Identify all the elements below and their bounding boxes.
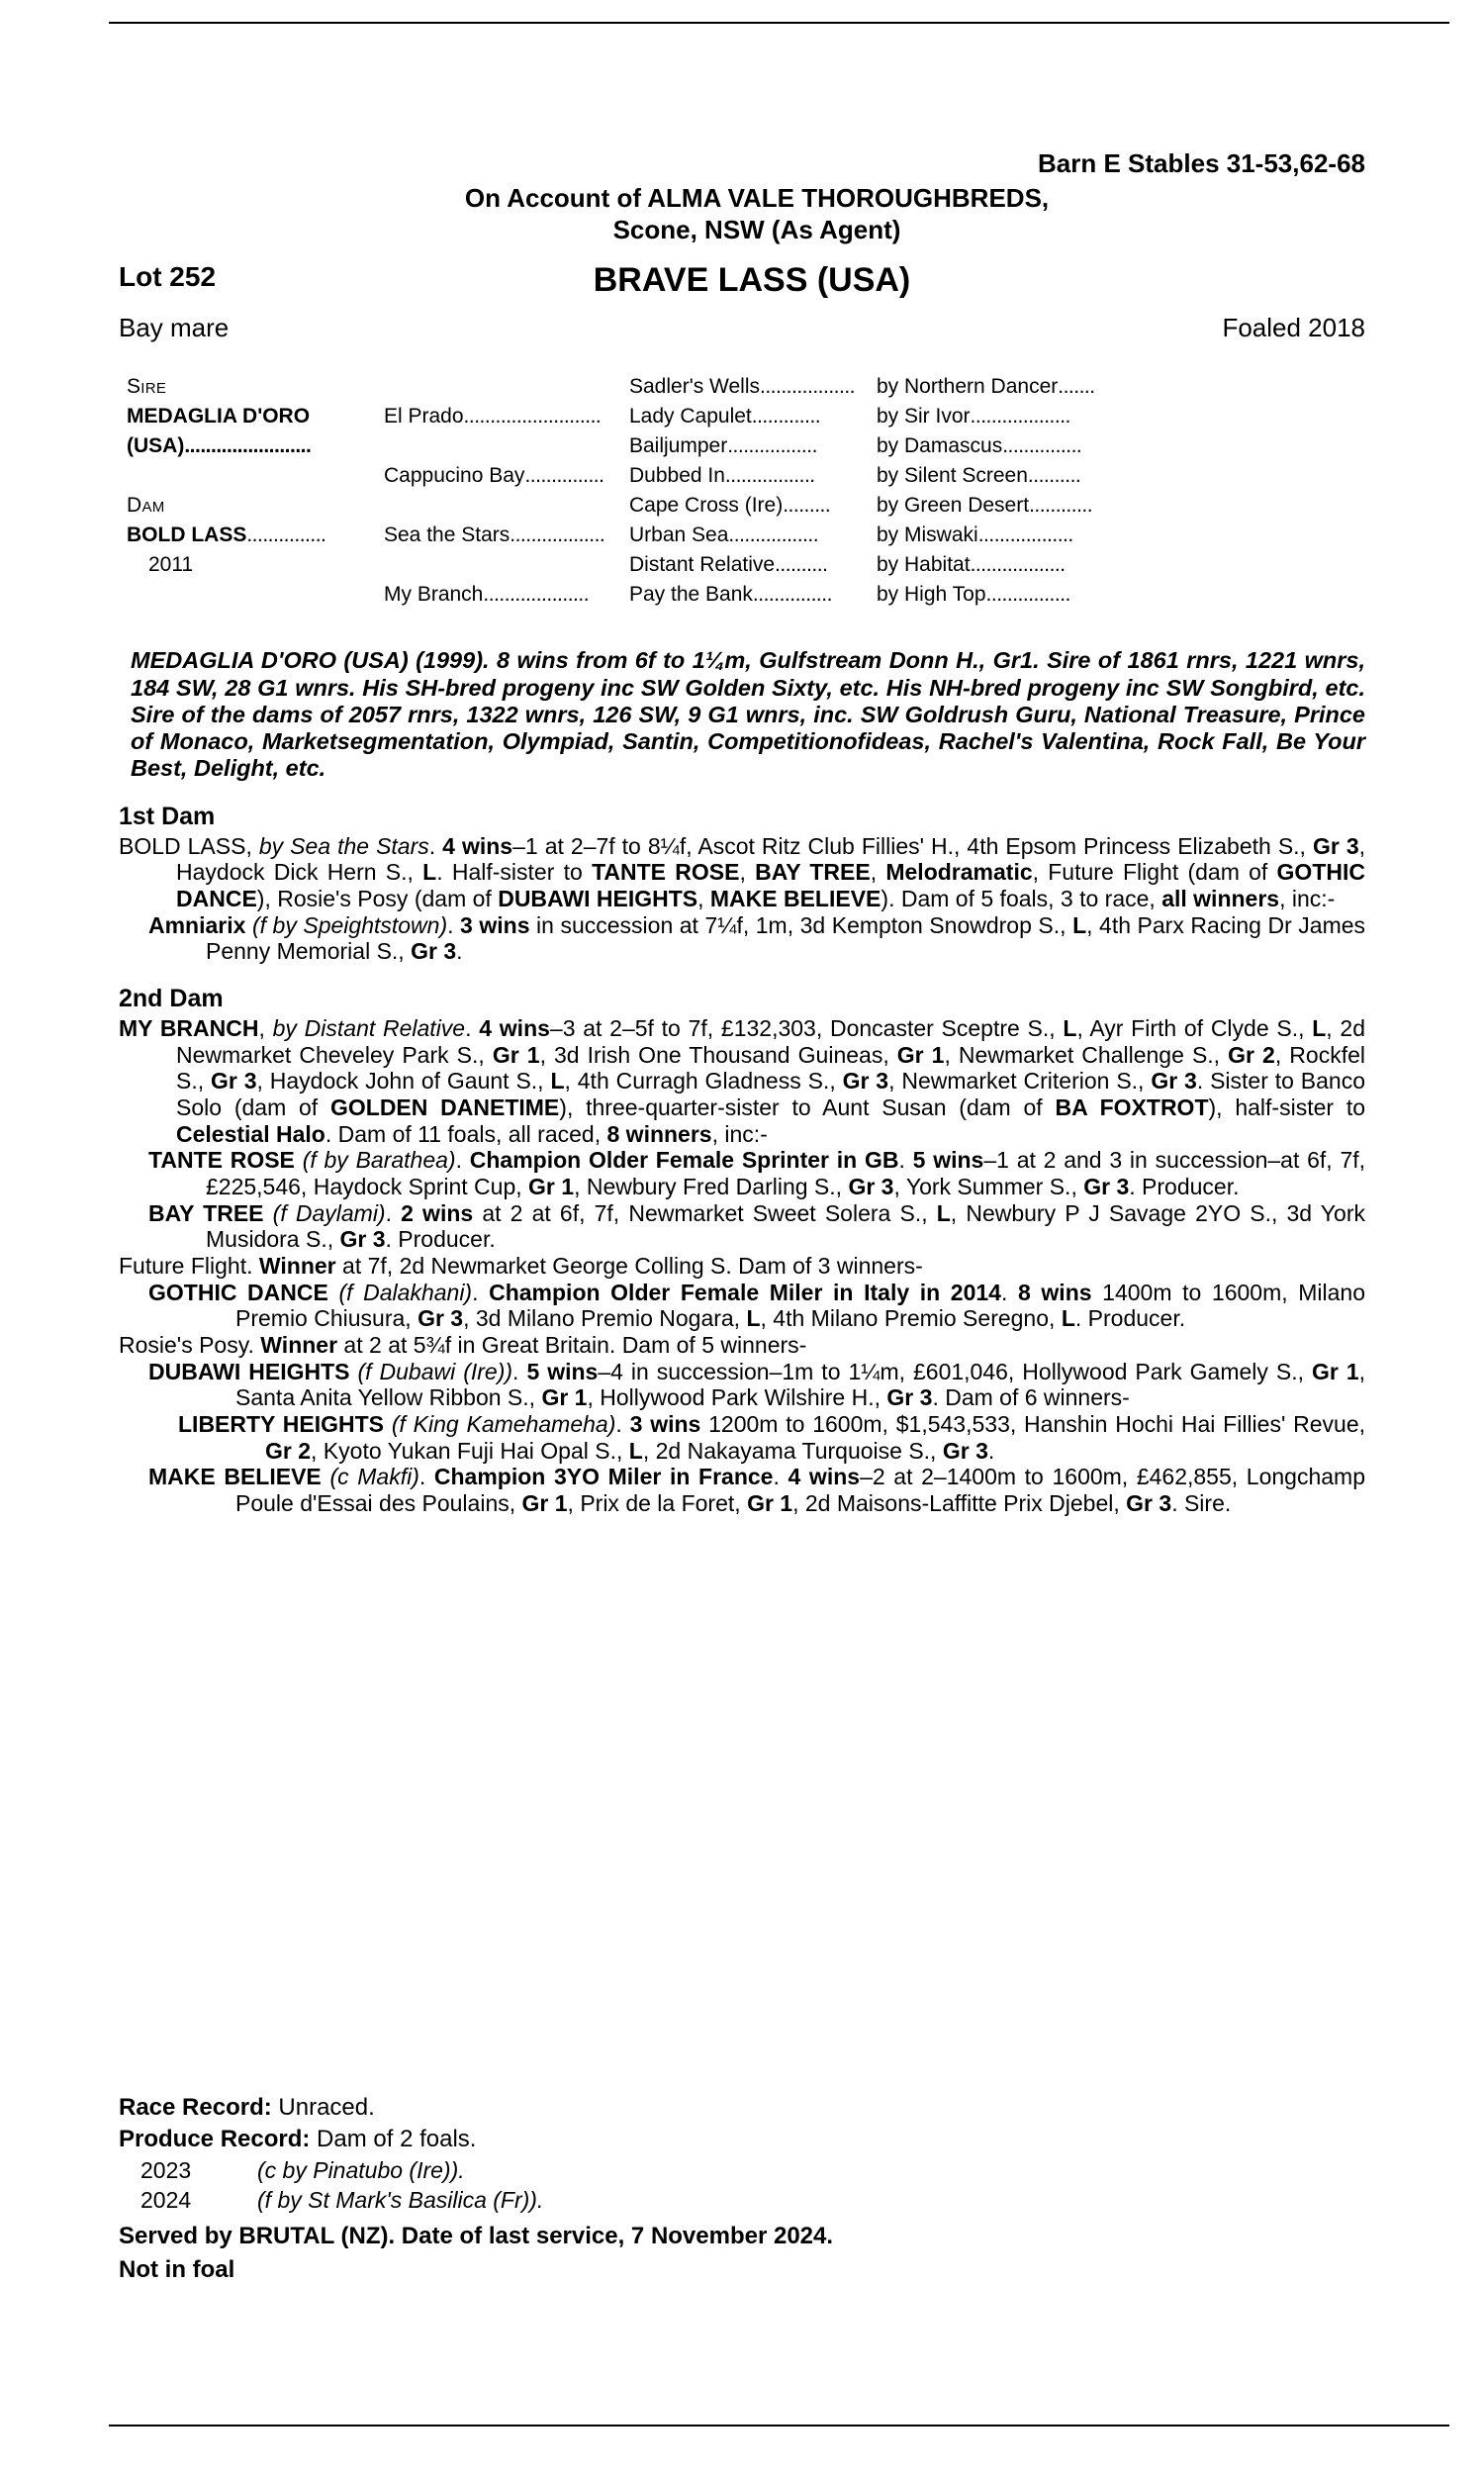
gen3-name-8 <box>629 584 877 605</box>
gen3-by-6 <box>877 524 1073 545</box>
produce-record-value: Dam of 2 foals. <box>317 2126 477 2152</box>
gen3-bytext-8: by High Top <box>877 583 986 607</box>
second-dam-paragraph: MY BRANCH, by Distant Relative. 4 wins–3 at 2–5f to 7f, £132,303, Doncaster Sceptre S., L, Ayr Firth of Clyde S., L, 2d Newmarket Cheveley Park S., Gr 1, 3d Irish One Thousand Guineas, Gr 1, Newmarket Challenge S., Gr 2, Rockfel S., Gr 3, Haydock John of Gaunt S., L, 4th Curragh Gladness S., Gr 3, Newmarket Criterion S., Gr 3. Sister to Banco Solo (dam of GOLDEN DANETIME), three-quarter-sister to Aunt Susan (dam of BA FOXTROT), half-sister to Celestial Halo. Dam of 11 foals, all raced, 8 winners, inc:- <box>119 1015 1366 1147</box>
second-dam-heading: 2nd Dam <box>119 985 224 1013</box>
sire-label: Sire <box>127 375 167 399</box>
gen3-label-2: Lady Capulet <box>629 405 752 428</box>
second-dam-progeny-item: MAKE BELIEVE (c Makfi). Champion 3YO Miler in France. 4 wins–2 at 2–1400m to 1600m, £462,855, Longchamp Poule d'Essai des Poulains, Gr 1, Prix de la Foret, Gr 1, 2d Maisons-Laffitte Prix Djebel, Gr 3. Sire. <box>148 1464 1365 1517</box>
produce-record-line <box>119 2125 1365 2154</box>
dam-dam-dots: .................... <box>483 583 590 607</box>
gen3-row-2 <box>629 406 1223 427</box>
page-title: BRAVE LASS (USA) <box>593 261 911 300</box>
dam-dots: ............... <box>246 523 326 547</box>
gen3-row-4 <box>629 465 1223 486</box>
second-dam-progeny-item: Future Flight. Winner at 7f, 2d Newmarket George Colling S. Dam of 3 winners- <box>119 1253 923 1280</box>
gen3-bytext-1: by Northern Dancer <box>877 375 1059 399</box>
sire-name-cont <box>127 435 311 456</box>
gen3-name-6 <box>629 524 877 545</box>
sire-dam <box>384 465 603 486</box>
gen3-by-2 <box>877 406 1070 427</box>
produce-row <box>119 2186 1365 2216</box>
top-rule <box>109 22 1449 24</box>
gen3-tail-3: ............... <box>1002 434 1082 458</box>
gen3-row-8 <box>629 584 1223 605</box>
sire-sire-name: El Prado <box>384 405 464 428</box>
gen3-name-1 <box>629 376 877 397</box>
gen3-dots-7: .......... <box>775 553 828 577</box>
gen3-dots-8: ............... <box>752 583 832 607</box>
gen3-label-6: Urban Sea <box>629 523 729 547</box>
gen3-dots-4: ................. <box>724 464 815 488</box>
second-dam-progeny-item: Rosie's Posy. Winner at 2 at 5¾f in Great Britain. Dam of 5 winners- <box>119 1332 807 1359</box>
race-record-label: Race Record: <box>119 2094 272 2121</box>
gen3-name-5 <box>629 495 877 516</box>
gen3-by-1 <box>877 376 1095 397</box>
race-record-line <box>119 2093 1365 2123</box>
gen3-dots-6: ................. <box>728 523 819 547</box>
account-block <box>148 183 1365 245</box>
dam-year: 2011 <box>148 553 194 577</box>
account-line-2: Scone, NSW (As Agent) <box>612 214 901 244</box>
gen3-name-2 <box>629 406 877 427</box>
gen3-row-7 <box>629 554 1223 575</box>
gen3-name-7 <box>629 554 877 575</box>
produce-record-label: Produce Record: <box>119 2126 311 2152</box>
second-dam-progeny-list <box>119 1147 1365 1516</box>
gen3-bytext-3: by Damascus <box>877 434 1003 458</box>
gen3-tail-5: ............ <box>1029 494 1093 518</box>
lot-number: Lot 252 <box>119 261 217 293</box>
sire-dam-name: Cappucino Bay <box>384 464 525 488</box>
sire-name-2: (USA) <box>127 434 185 458</box>
gen3-tail-4: .......... <box>1027 464 1081 488</box>
produce-year: 2023 <box>140 2157 192 2183</box>
gen3-dots-5: ......... <box>783 494 831 518</box>
sire-name: MEDAGLIA D'ORO <box>127 405 311 428</box>
gen3-row-1 <box>629 376 1223 397</box>
sire-summary-paragraph: MEDAGLIA D'ORO (USA) (1999). 8 wins from 6f to 1¼m, Gulfstream Donn H., Gr1. Sire of 1861 rnrs, 1221 wnrs, 184 SW, 28 G1 wnrs. His SH-bred progeny inc SW Golden Sixty, etc. His NH-bred progeny inc SW Songbird, etc. Sire of the dams of 2057 rnrs, 1322 wnrs, 126 SW, 9 G1 wnrs, inc. SW Goldrush Guru, National Treasure, Prince of Monaco, Marketsegmentation, Olympiad, Santin, Competitionofideas, Rachel's Valentina, Rock Fall, Be Your Best, Delight, etc. <box>131 647 1365 782</box>
gen3-bytext-5: by Green Desert <box>877 494 1030 518</box>
gen3-dots-2: ............. <box>751 405 821 428</box>
gen3-tail-1: ....... <box>1058 375 1095 399</box>
dam-label: Dam <box>127 494 165 518</box>
first-dam-paragraph: BOLD LASS, by Sea the Stars. 4 wins–1 at 2–7f to 8¼f, Ascot Ritz Club Fillies' H., 4th Epsom Princess Elizabeth S., Gr 3, Haydock Dick Hern S., L. Half-sister to TANTE ROSE, BAY TREE, Melodramatic, Future Flight (dam of GOTHIC DANCE), Rosie's Posy (dam of DUBAWI HEIGHTS, MAKE BELIEVE). Dam of 5 foals, 3 to race, all winners, inc:- <box>119 832 1366 912</box>
gen3-row-5 <box>629 495 1223 516</box>
dam-sire-name: Sea the Stars <box>384 523 510 547</box>
sire-sire <box>384 406 601 427</box>
sire-dots: ........................ <box>184 434 312 458</box>
gen3-bytext-7: by Habitat <box>877 553 971 577</box>
gen3-tail-2: ................... <box>970 405 1070 428</box>
second-dam-progeny-item: GOTHIC DANCE (f Dalakhani). Champion Older Female Miler in Italy in 2014. 8 wins 1400m to 1600m, Milano Premio Chiusura, Gr 3, 3d Milano Premio Nogara, L, 4th Milano Premio Seregno, L. Producer. <box>148 1279 1366 1332</box>
race-record-value: Unraced. <box>278 2094 375 2121</box>
second-dam-progeny-item: DUBAWI HEIGHTS (f Dubawi (Ire)). 5 wins–4 in succession–1m to 1¼m, £601,046, Hollywood Park Gamely S., Gr 1, Santa Anita Yellow Ribbon S., Gr 1, Hollywood Park Wilshire H., Gr 3. Dam of 6 winners- <box>148 1358 1366 1411</box>
dam-sire <box>384 524 604 545</box>
produce-row <box>119 2156 1365 2186</box>
page-content <box>119 148 1365 1517</box>
first-dam-heading: 1st Dam <box>119 802 216 830</box>
gen3-name-3 <box>629 435 877 456</box>
account-line-1: On Account of ALMA VALE THOROUGHBREDS, <box>464 183 1050 213</box>
gen3-name-4 <box>629 465 877 486</box>
dam-sire-dots: .................. <box>510 523 605 547</box>
gen3-label-1: Sadler's Wells <box>629 375 760 399</box>
produce-year: 2024 <box>140 2187 192 2213</box>
foal-status: Not in foal <box>119 2256 235 2283</box>
gen3-label-8: Pay the Bank <box>629 583 753 607</box>
dam-dam-name: My Branch <box>384 583 484 607</box>
pedigree-table <box>119 376 1365 631</box>
first-dam-progeny-1: Amniarix (f by Speightstown). 3 wins in succession at 7¼f, 1m, 3d Kempton Snowdrop S., L, 4th Parx Racing Dr James Penny Memorial S., Gr 3. <box>148 911 1366 965</box>
gen3-dots-3: ................. <box>727 434 817 458</box>
gen3-bytext-2: by Sir Ivor <box>877 405 971 428</box>
sire-sire-dots: .......................... <box>463 405 602 428</box>
gen3-bytext-6: by Miswaki <box>877 523 978 547</box>
title-row <box>119 261 1365 305</box>
gen3-by-7 <box>877 554 1066 575</box>
description-row <box>119 313 1365 348</box>
gen3-label-3: Bailjumper <box>629 434 728 458</box>
gen3-dots-1: .................. <box>760 375 856 399</box>
gen3-tail-7: .................. <box>970 553 1066 577</box>
served-by-line: Served by BRUTAL (NZ). Date of last service, 7 November 2024. <box>119 2223 834 2249</box>
bottom-rule <box>109 2425 1449 2426</box>
gen3-row-3 <box>629 435 1223 456</box>
barn-line: Barn E Stables 31-53,62-68 <box>1038 148 1365 178</box>
gen3-label-5: Cape Cross (Ire) <box>629 494 784 518</box>
gen3-by-5 <box>877 495 1092 516</box>
dam-name-row <box>127 524 325 545</box>
gen3-row-6 <box>629 524 1223 545</box>
produce-description: (f by St Mark's Basilica (Fr)). <box>257 2187 544 2213</box>
dam-name: BOLD LASS <box>127 523 247 547</box>
colour-sex: Bay mare <box>119 313 230 343</box>
second-dam-progeny-item: LIBERTY HEIGHTS (f King Kamehameha). 3 wins 1200m to 1600m, $1,543,533, Hanshin Hochi Hai Fillies' Revue, Gr 2, Kyoto Yukan Fuji Hai Opal S., L, 2d Nakayama Turquoise S., Gr 3. <box>178 1411 1366 1464</box>
foaled-year: Foaled 2018 <box>1222 313 1365 343</box>
gen3-label-7: Distant Relative <box>629 553 776 577</box>
sire-dam-dots: ............... <box>524 464 604 488</box>
produce-description: (c by Pinatubo (Ire)). <box>257 2157 465 2183</box>
gen3-tail-6: .................. <box>977 523 1073 547</box>
second-dam-progeny-item: TANTE ROSE (f by Barathea). Champion Older Female Sprinter in GB. 5 wins–1 at 2 and 3 in succession–at 6f, 7f, £225,546, Haydock Sprint Cup, Gr 1, Newbury Fred Darling S., Gr 3, York Summer S., Gr 3. Producer. <box>148 1147 1366 1200</box>
gen3-by-4 <box>877 465 1080 486</box>
gen3-tail-8: ................ <box>985 583 1070 607</box>
record-footer <box>119 2093 1365 2285</box>
second-dam-progeny-item: BAY TREE (f Daylami). 2 wins at 2 at 6f, 7f, Newmarket Sweet Solera S., L, Newbury P J Savage 2YO S., 3d York Musidora S., Gr 3. Producer. <box>148 1199 1365 1253</box>
gen3-by-3 <box>877 435 1081 456</box>
gen3-by-8 <box>877 584 1070 605</box>
gen3-label-4: Dubbed In <box>629 464 725 488</box>
dam-dam <box>384 584 589 605</box>
gen3-bytext-4: by Silent Screen <box>877 464 1028 488</box>
